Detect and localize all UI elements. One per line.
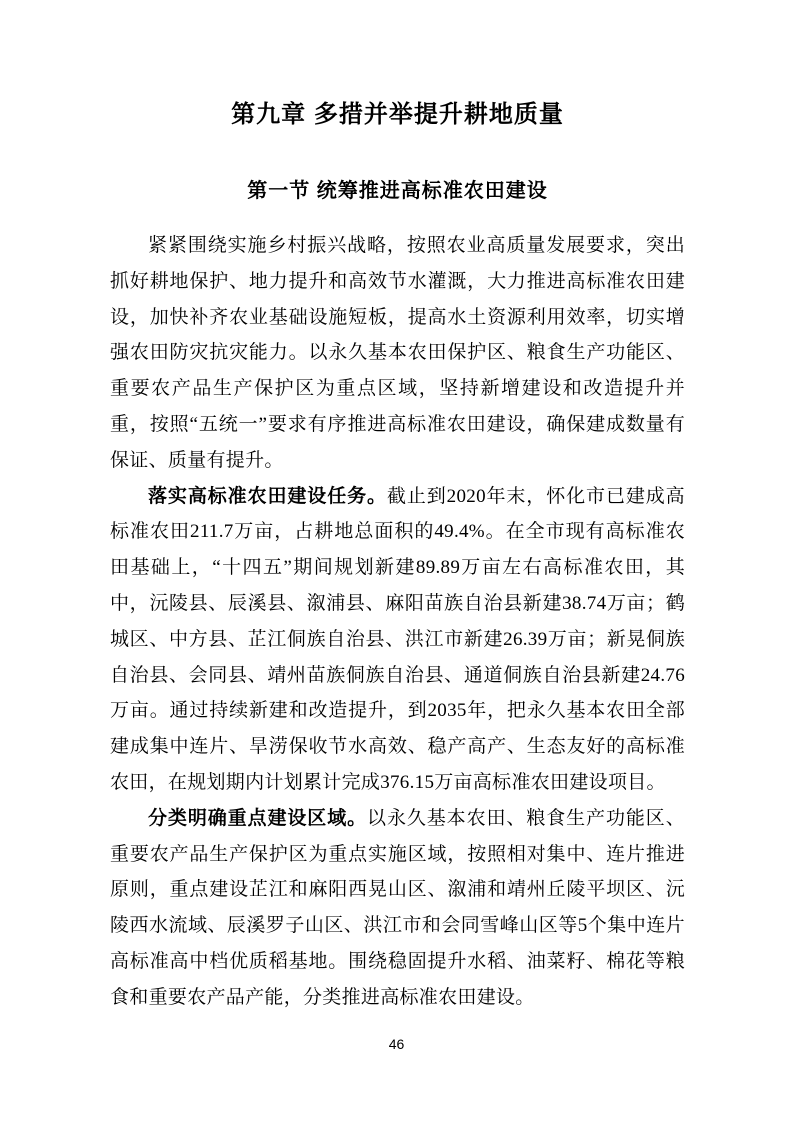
page-number: 46 bbox=[388, 1036, 405, 1052]
paragraph bbox=[110, 479, 685, 801]
paragraph bbox=[110, 801, 685, 1016]
paragraph bbox=[110, 228, 685, 479]
paragraph-text: 以永久基本农田、粮食生产功能区、重要农产品生产保护区为重点实施区域，按照相对集中、连片推进原则，重点建设芷江和麻阳西晃山区、溆浦和靖州丘陵平坝区、沅陵西水流域、辰溪罗子山区、洪江市和会同雪峰山区等5个集中连片高标准高中档优质稻基地。围绕稳固提升水稻、油菜籽、棉花等粮食和重要农产品产能，分类推进高标准农田建设。 bbox=[110, 807, 685, 1008]
section-title: 第一节 统筹推进高标准农田建设 bbox=[247, 180, 548, 202]
paragraph-text: 紧紧围绕实施乡村振兴战略，按照农业高质量发展要求，突出抓好耕地保护、地力提升和高效节水灌溉，大力推进高标准农田建设，加快补齐农业基础设施短板，提高水土资源利用效率，切实增强农田防灾抗灾能力。以永久基本农田保护区、粮食生产功能区、重要农产品生产保护区为重点区域，坚持新增建设和改造提升并重，按照“五统一”要求有序推进高标准农田建设，确保建成数量有保证、质量有提升。 bbox=[110, 235, 685, 471]
body-text bbox=[110, 228, 685, 1016]
paragraph-text: 截止到2020年末，怀化市已建成高标准农田211.7万亩，占耕地总面积的49.4%。在全市现有高标准农田基础上，“十四五”期间规划新建89.89万亩左右高标准农田，其中，沅陵县、辰溪县、溆浦县、麻阳苗族自治县新建38.74万亩；鹤城区、中方县、芷江侗族自治县、洪江市新建26.39万亩；新晃侗族自治县、会同县、靖州苗族侗族自治县、通道侗族自治县新建24.76万亩。通过持续新建和改造提升，到2035年，把永久基本农田全部建成集中连片、旱涝保收节水高效、稳产高产、生态友好的高标准农田，在规划期内计划累计完成376.15万亩高标准农田建设项目。 bbox=[110, 485, 685, 793]
paragraph-lead: 分类明确重点建设区域。 bbox=[148, 807, 368, 829]
chapter-title: 第九章 多措并举提升耕地质量 bbox=[231, 101, 564, 128]
paragraph-lead: 落实高标准农田建设任务。 bbox=[148, 485, 387, 507]
